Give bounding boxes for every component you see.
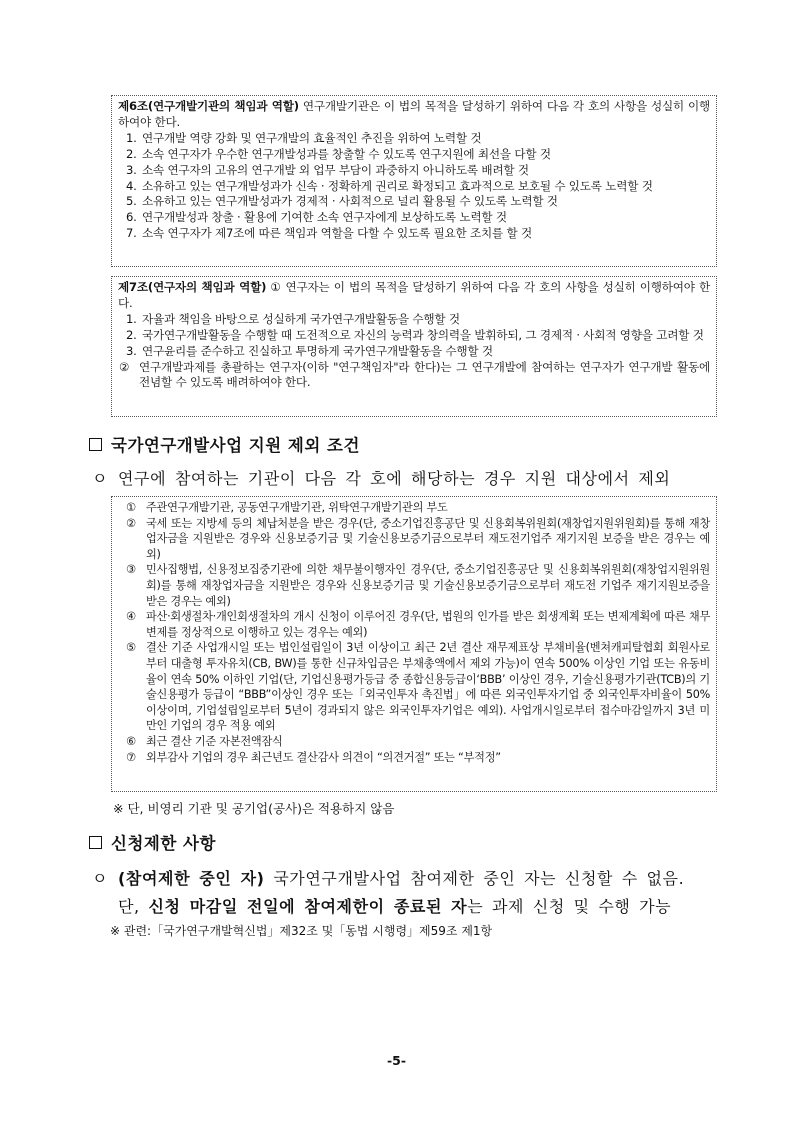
section-heading-exclusion: 국가연구개발사업 지원 제외 조건 <box>89 432 360 456</box>
list-item: ⑥ 최근 결산 기준 자본전액잠식 <box>126 734 283 748</box>
list-item: ③ 민사집행법, 신용정보집중기관에 의한 채무불이행자인 경우(단, 중소기업진흥공단 및 신용회복위원회(재창업지원위원회)를 통해 재창업자금을 지원받은 경우와 신용보증기금 및 기술신용보증기금으로부터 재도전 기업주 재기지원보증을 받은 경우는 예외) <box>126 563 710 608</box>
list-item: 5. 소유하고 있는 연구개발성과가 경제적 · 사회적으로 널리 활용될 수 있도록 노력할 것 <box>126 194 558 209</box>
restriction-bullet-continued: 단, 신청 마감일 전일에 참여제한이 종료된 자는 과제 신청 및 수행 가능 <box>118 897 672 916</box>
list-item: ① 주관연구개발기관, 공동연구개발기관, 위탁연구개발기관의 부도 <box>126 501 448 514</box>
page-number: -5- <box>386 1053 407 1068</box>
list-item: 2. 소속 연구자가 우수한 연구개발성과를 창출할 수 있도록 연구지원에 최선을 다할 것 <box>126 146 551 161</box>
list-item: 1. 연구개발 역량 강화 및 연구개발의 효율적인 추진을 위하여 노력할 것 <box>126 130 482 145</box>
exclusion-conditions-box <box>111 496 717 792</box>
list-item: 6. 연구개발성과 창출 · 활용에 기여한 소속 연구자에게 보상하도록 노력할 것 <box>126 210 507 225</box>
list-item: 3. 연구윤리를 준수하고 진실하고 투명하게 국가연구개발활동을 수행할 것 <box>126 343 493 358</box>
list-item: 1. 자율과 책임을 바탕으로 성실하게 국가연구개발활동을 수행할 것 <box>126 311 460 326</box>
bullet-circle-icon: ㅇ <box>92 869 109 888</box>
restriction-bullet: ㅇ (참여제한 중인 자) 국가연구개발사업 참여제한 중인 자는 신청할 수 없음. <box>92 866 684 889</box>
list-item: 4. 소유하고 있는 연구개발성과가 신속 · 정확하게 권리로 확정되고 효과적으로 보호될 수 있도록 노력할 것 <box>126 178 653 193</box>
list-item: ② 국세 또는 지방세 등의 체납처분을 받은 경우(단, 중소기업진흥공단 및 신용회복위원회(재창업지원위원회)를 통해 재창업자금을 지원받은 경우와 신용보증기금 및 기술신용보증기금으로부터 재도전기업주 재기지원 보증을 받은 경우는 예외) <box>126 516 710 561</box>
article6-title: 제6조(연구개발기관의 책임과 역할) <box>118 99 299 113</box>
restriction-note: ※ 관련:「국가연구개발혁신법」제32조 및「동법 시행령」제59조 제1항 <box>110 924 493 938</box>
list-item: 7. 소속 연구자가 제7조에 따른 책임과 역할을 다할 수 있도록 필요한 조치를 할 것 <box>126 226 532 241</box>
exclusion-bullet: ㅇ 연구에 참여하는 기관이 다음 각 호에 해당하는 경우 지원 대상에서 제외 <box>92 466 670 489</box>
article6-box <box>111 95 717 267</box>
list-item: 3. 소속 연구자의 고유의 연구개발 외 업무 부담이 과중하지 아니하도록 배려할 것 <box>126 162 529 177</box>
article7-para2: ② 연구개발과제를 총괄하는 연구자(이하 "연구책임자"라 한다)는 그 연구개발에 참여하는 연구자가 연구개발 활동에 전념할 수 있도록 배려하여야 한다. <box>119 359 710 390</box>
checkbox-square-icon <box>89 836 102 849</box>
bullet-circle-icon: ㅇ <box>92 469 109 488</box>
article7-box <box>111 276 717 417</box>
list-item: ⑦ 외부감사 기업의 경우 최근년도 결산감사 의견이 “의견거절” 또는 “부적정” <box>126 750 501 764</box>
section-heading-restriction: 신청제한 사항 <box>89 830 216 854</box>
list-item: ④ 파산·회생절차·개인회생절차의 개시 신청이 이루어진 경우(단, 법원의 인가를 받은 회생계획 또는 변제계획에 따른 채무변제를 정상적으로 이행하고 있는 경우는 예외) <box>126 610 710 639</box>
article7-intro: 제7조(연구자의 책임과 역할) ① 연구자는 이 법의 목적을 달성하기 위하여 다음 각 호의 사항을 성실히 이행하여야 한다. <box>118 280 710 310</box>
exclusion-note: ※ 단, 비영리 기관 및 공기업(공사)은 적용하지 않음 <box>113 801 395 816</box>
checkbox-square-icon <box>89 438 102 451</box>
list-item: 2. 국가연구개발활동을 수행할 때 도전적으로 자신의 능력과 창의력을 발휘하되, 그 경제적 · 사회적 영향을 고려할 것 <box>126 327 704 342</box>
list-item: ⑤ 결산 기준 사업개시일 또는 법인설립일이 3년 이상이고 최근 2년 결산 재무제표상 부채비율(벤쳐캐피탈협회 회원사로부터 대출형 투자유치(CB, BW)를 통한 신규차입금은 부채총액에서 제외 가능)이 연속 500% 이상인 기업 또는 유동비율이 연속 50% 이하인 기업(단, 기업신용평가등급 중 종합신용등급이‘BBB’ 이상인 경우, 기술신용평가기관(TCB)의 기술신용평가 등급이 “BBB”이상인 경우 또는「외국인투자 촉진법」에 따른 외국인투자기업 중 외국인투자비율이 50% 이상이며, 기업설립일로부터 5년이 경과되지 않은 외국인투자기업은 예외). 사업개시일로부터 접수마감일까지 3년 미만인 기업의 경우 적용 예외 <box>126 641 710 733</box>
article7-title: 제7조(연구자의 책임과 역할) <box>118 280 267 294</box>
article6-intro: 제6조(연구개발기관의 책임과 역할) 연구개발기관은 이 법의 목적을 달성하기 위하여 다음 각 호의 사항을 성실히 이행하여야 한다. <box>118 99 710 129</box>
